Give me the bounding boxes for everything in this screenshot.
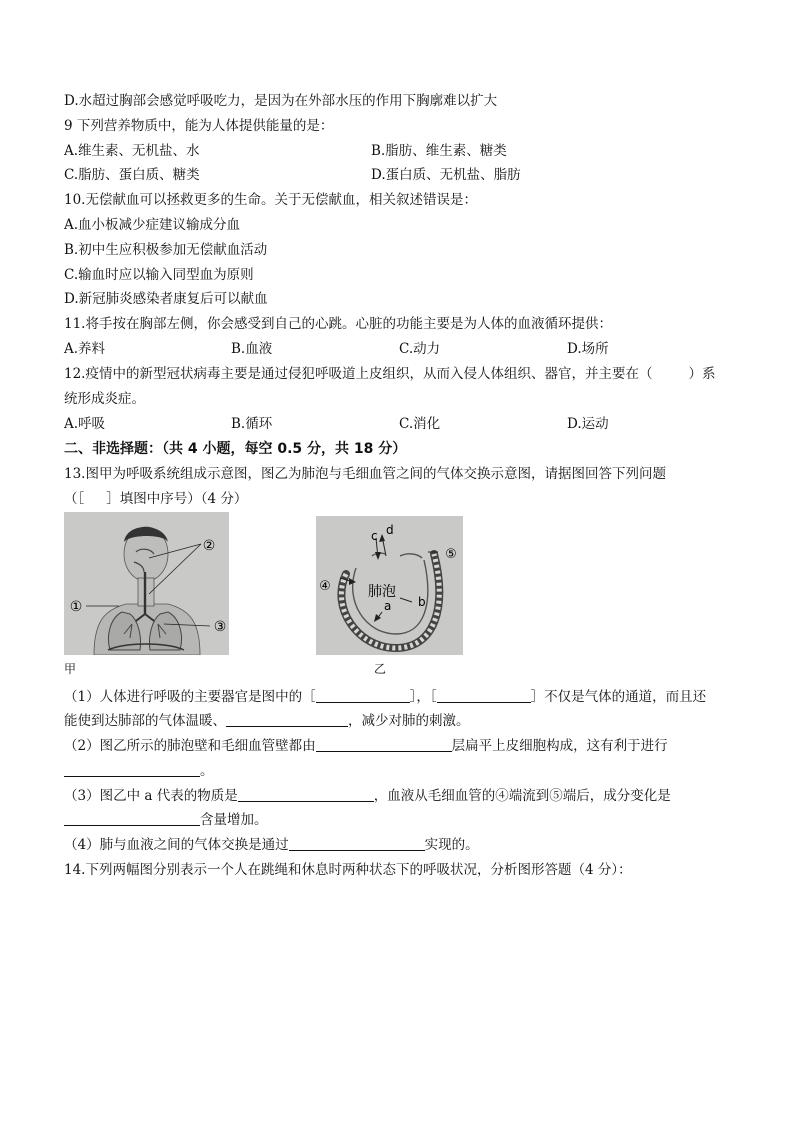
figure-yi-caption: 乙	[374, 662, 387, 676]
q10-option-c: C.输血时应以输入同型血为原则	[64, 267, 254, 283]
q9-option-a: A.维生素、无机盐、水	[64, 143, 200, 159]
q9-option-b: B.脂肪、维生素、糖类	[371, 143, 507, 159]
figure-yi-gas-exchange	[316, 516, 463, 655]
figure-yi-label-d: d	[386, 523, 394, 537]
q13-sub2-line2: 。	[64, 762, 214, 780]
q13-sub3-line1: （3）图乙中 a 代表的物质是 ，血液从毛细血管的④端流到⑤端后，成分变化是	[64, 788, 671, 804]
figure-yi-label-alveolus: 肺泡	[368, 584, 396, 600]
q10-option-d: D.新冠肺炎感染者康复后可以献血	[64, 291, 268, 307]
figure-jia-label-1: ①	[69, 599, 83, 615]
q9-option-c: C.脂肪、蛋白质、糖类	[64, 167, 200, 183]
answer-blank[interactable]	[64, 762, 200, 777]
q12-option-b: B.循环	[231, 416, 273, 432]
q12-stem-line2: 统形成炎症。	[64, 391, 145, 407]
q11-option-d: D.场所	[567, 341, 609, 357]
figure-jia-label-3: ③	[213, 619, 227, 635]
q11-option-c: C.动力	[399, 341, 441, 357]
q13-sub1-line1: （1）人体进行呼吸的主要器官是图中的［ ］，［ ］不仅是气体的通道，而且还	[64, 689, 707, 705]
q10-option-b: B.初中生应积极参加无偿献血活动	[64, 242, 268, 258]
figure-jia-respiratory-system	[64, 512, 229, 655]
answer-blank[interactable]	[316, 688, 410, 703]
q11-option-b: B.血液	[231, 341, 273, 357]
q14-stem: 14.下列两幅图分别表示一个人在跳绳和休息时两种状态下的呼吸状况，分析图形答题（4 分）：	[64, 862, 632, 878]
q13-sub4: （4）肺与血液之间的气体交换是通过 实现的。	[64, 837, 479, 853]
q8-option-d: D.水超过胸部会感觉呼吸吃力，是因为在外部水压的作用下胸廓难以扩大	[64, 93, 498, 109]
section-heading: 二、非选择题：（共 4 小题，每空 0.5 分，共 18 分）	[64, 441, 407, 457]
q9-option-d: D.蛋白质、无机盐、脂肪	[371, 167, 521, 183]
figure-yi-label-a: a	[384, 599, 392, 613]
answer-blank[interactable]	[437, 688, 531, 703]
q12-option-a: A.呼吸	[64, 416, 106, 432]
q12-option-d: D.运动	[567, 416, 609, 432]
q12-option-c: C.消化	[399, 416, 441, 432]
q13-sub1-line2: 能使到达肺部的气体温暖、 ，减少对肺的刺激。	[64, 713, 470, 729]
q13-sub2-line1: （2）图乙所示的肺泡壁和毛细血管壁都由 层扁平上皮细胞构成，这有利于进行	[64, 738, 668, 754]
q10-option-a: A.血小板减少症建议输成分血	[64, 217, 241, 233]
q13-sub3-line2: 含量增加。	[64, 811, 268, 829]
answer-blank[interactable]	[64, 811, 200, 826]
q9-stem: 9 下列营养物质中，能为人体提供能量的是：	[64, 118, 334, 134]
q11-stem: 11.将手按在胸部左侧，你会感受到自己的心跳。心脏的功能主要是为人体的血液循环提供：	[64, 316, 612, 332]
figure-yi-label-4: ④	[319, 579, 331, 594]
answer-blank[interactable]	[316, 737, 452, 752]
figure-yi-label-b: b	[418, 595, 426, 609]
answer-blank[interactable]	[226, 712, 348, 727]
figure-yi-label-c: c	[371, 529, 378, 543]
answer-blank[interactable]	[238, 787, 374, 802]
figure-yi-label-5: ⑤	[445, 547, 457, 562]
q13-stem-line2: （［ ］填图中序号）（4 分）	[64, 491, 248, 507]
q10-stem: 10.无偿献血可以拯救更多的生命。关于无偿献血，相关叙述错误是：	[64, 192, 477, 208]
q11-option-a: A.养料	[64, 341, 106, 357]
answer-blank[interactable]	[289, 836, 425, 851]
figure-jia-label-2: ②	[202, 538, 216, 554]
q12-stem-line1: 12.疫情中的新型冠状病毒主要是通过侵犯呼吸道上皮组织，从而入侵人体组织、器官，并主要在（ ）系	[64, 366, 716, 382]
q13-stem-line1: 13.图甲为呼吸系统组成示意图，图乙为肺泡与毛细血管之间的气体交换示意图，请据图回答下列问题	[64, 466, 666, 482]
figure-jia-caption: 甲	[64, 662, 77, 676]
